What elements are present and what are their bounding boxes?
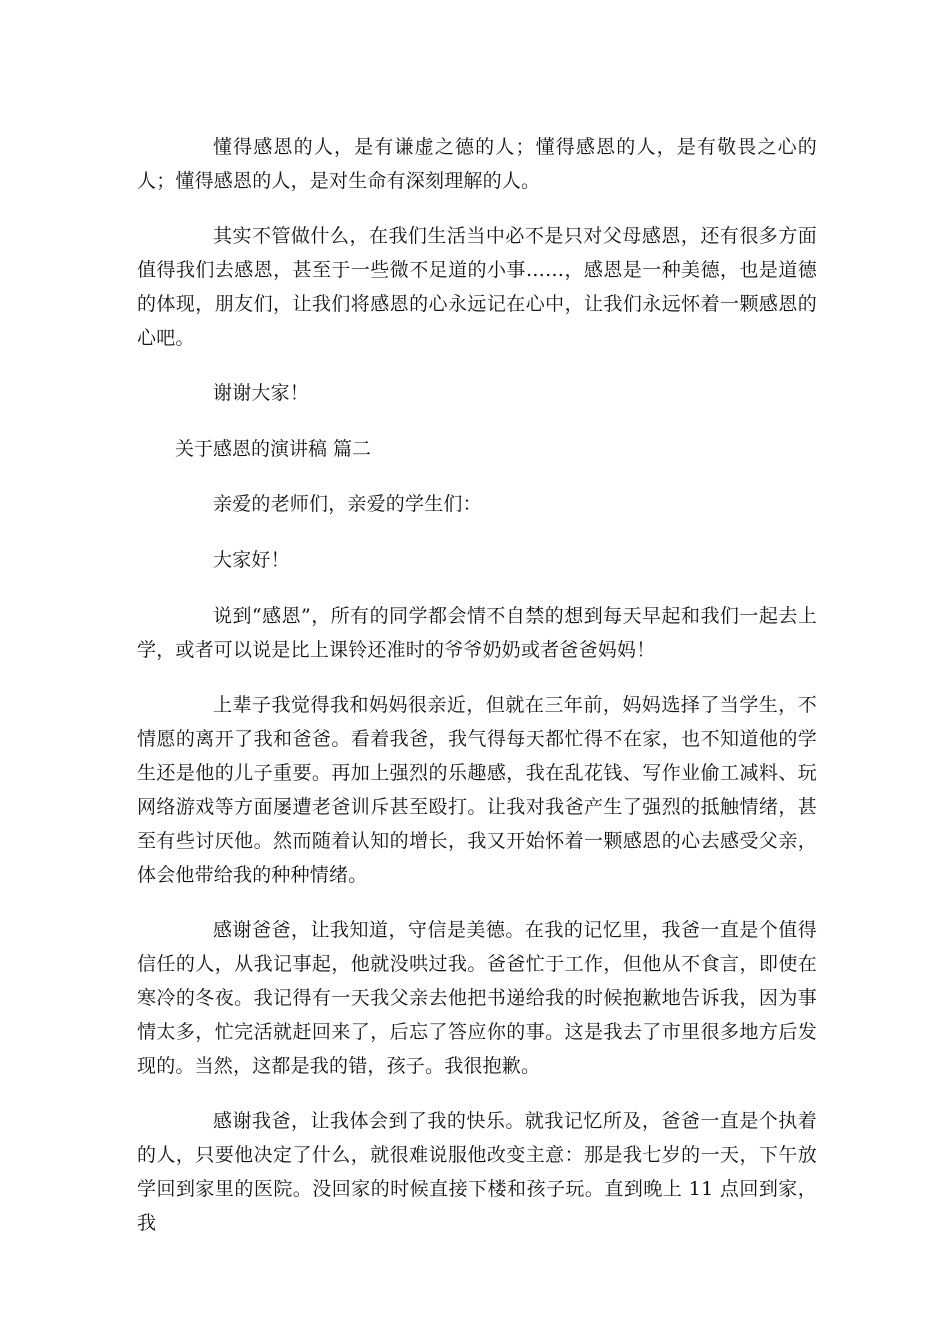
paragraph-thank-dad-trust: 感谢爸爸，让我知道，守信是美德。在我的记忆里，我爸一直是个值得信任的人，从我记事起，他就没哄过我。爸爸忙于工作，但他从不食言，即使在寒冷的冬夜。我记得有一天我父亲去他把书递给我的时候抱歉地告诉我，因为事情太多，忙完活就赶回来了，后忘了答应你的事。这是我去了市里很多地方后发现的。当然，这都是我的错，孩子。我很抱歉。 xyxy=(137,919,817,1077)
paragraph-thank-dad-joy: 感谢我爸，让我体会到了我的快乐。就我记忆所及，爸爸一直是个执着的人，只要他决定了什么，就很难说服他改变主意：那是我七岁的一天，下午放学回到家里的医院。没回家的时候直接下楼和孩子玩。直到晚上 11 点回到家，我 xyxy=(137,1110,817,1234)
section-title: 关于感恩的演讲稿 篇二 xyxy=(175,438,372,460)
paragraph-speaking-of-gratitude: 说到“感恩”，所有的同学都会情不自禁的想到每天早起和我们一起去上学，或者可以说是比上课铃还准时的爷爷奶奶或者爸爸妈妈！ xyxy=(137,605,817,661)
paragraph-past-life: 上辈子我觉得我和妈妈很亲近，但就在三年前，妈妈选择了当学生，不情愿的离开了我和爸爸。看着我爸，我气得每天都忙得不在家，也不知道他的学生还是他的儿子重要。再加上强烈的乐趣感，我在乱花钱、写作业偷工减料、玩网络游戏等方面屡遭老爸训斥甚至殴打。让我对我爸产生了强烈的抵触情绪，甚至有些讨厌他。然而随着认知的增长，我又开始怀着一颗感恩的心去感受父亲，体会他带给我的种种情绪。 xyxy=(137,694,817,886)
paragraph-grateful-people: 懂得感恩的人，是有谦虚之德的人；懂得感恩的人，是有敬畏之心的人；懂得感恩的人，是对生命有深刻理解的人。 xyxy=(137,136,817,192)
paragraph-greeting: 大家好！ xyxy=(213,549,290,571)
paragraph-thanks: 谢谢大家！ xyxy=(213,382,310,404)
paragraph-gratitude-virtue: 其实不管做什么，在我们生活当中必不是只对父母感恩，还有很多方面值得我们去感恩，甚至于一些微不足道的小事……，感恩是一种美德，也是道德的体现，朋友们，让我们将感恩的心永远记在心中，让我们永远怀着一颗感恩的心吧。 xyxy=(137,225,817,349)
paragraph-salutation: 亲爱的老师们，亲爱的学生们： xyxy=(213,493,482,515)
document-page xyxy=(137,130,817,1261)
